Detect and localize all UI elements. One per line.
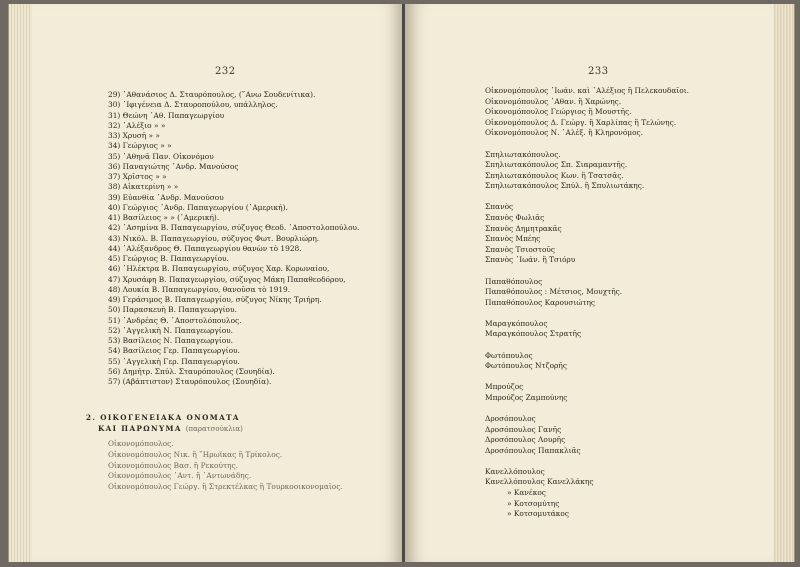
list-item: 39) Εὐανθία ᾿Ανδρ. Μανούσου [108,192,224,202]
list-item: Παπαθόπουλος : Μέτσιος, Μουχτῆς. [485,287,623,297]
list-item: Οἰκονομόπουλος Νικ. ἢ ῞Ηρωϊκας ἢ Τρίκολος. [108,449,283,459]
list-item: 32) ᾿Αλέξιο » » [108,120,166,130]
list-item: 29) ᾿Αθανάσιος Δ. Σταυρόπουλος, (῎Ανω Σουδενίτικα). [108,90,316,99]
list-item: Οἰκονομόπουλος ᾿Ιωάν. καὶ ᾿Αλέξιος ἢ Πελεκουδαῖοι. [485,86,689,95]
list-item: 52) ᾿Αγγελικὴ Ν. Παπαγεωργίου. [108,325,233,335]
list-item: Σπανὸς [485,202,514,212]
section-subtitle: (παρατσούκλια) [185,425,243,433]
list-item: » Κανέκος [507,488,546,497]
list-item: Οἰκονομόπουλος ᾿Αντ. ἢ ᾿Αντωνάδης. [108,471,252,481]
list-item: 34) Γεώργιος » » [108,141,172,151]
list-item: 54) Βασίλειος Γερ. Παπαγεωργίου. [108,346,240,356]
right-page [405,4,773,562]
section-title-line2: ΚΑΙ ΠΑΡΩΝΥΜΑ [98,424,182,433]
list-item: Σπανὸς Τσιοστοῦς [485,244,556,254]
list-item: Φωτόπουλος Ντζορῆς [485,361,567,371]
left-page-edges [8,4,35,562]
list-item: 42) ᾿Ασημίνα Β. Παπαγεωργίου, σύζυγος Θεοδ. ᾿Αποστολοπούλου. [108,223,360,233]
left-page [32,4,404,562]
section-heading [86,413,240,422]
list-item: Μπρούζος Ζαμπούνης [485,392,568,402]
list-item: 49) Γεράσιμος Β. Παπαγεωργίου, σύζυγος Νίκης Τριήρη. [108,295,322,304]
list-item: Οἰκονομόπουλος Ν. ᾿Αλέξ. ἢ Κληρονόμος. [485,128,644,138]
list-item: Οἰκονομόπουλος Δ. Γεώργ. ἢ Χαρλίπας ἢ Τελώνης. [485,117,677,127]
list-item: Σπηλιωτακόπουλος Σπύλ. ἢ Σπυλιωτάκης. [485,181,645,191]
list-item: 46) ᾿Ηλέκτρα Β. Παπαγεωργίου, σύζυγος Χαρ. Κορωναίου, [108,264,330,274]
list-item: Σπηλιωτακόπουλος Κων. ἢ Τσατσᾶς. [485,170,624,180]
list-item: 45) Γεώργιος Β. Παπαγεωργίου. [108,254,229,263]
list-item: » Κοτσομυτάκος [507,509,570,519]
list-item: 50) Παρασκευὴ Β. Παπαγεωργίου. [108,305,237,315]
list-item: Σπηλιωτακόπουλος Σπ. Σιαραμαντῆς. [485,160,628,170]
list-item: Οἰκονομόπουλος Γεώργ. ἢ Στρεκτέλκας ἢ Τουρκοοικονομαῖος. [108,482,343,492]
list-item: 37) Χρῖστος » » [108,172,167,181]
page-number: 233 [588,66,609,77]
list-item: Παπαθόπουλος [485,276,543,286]
list-item: 51) ᾿Ανδρέας Θ. ᾿Αποστολόπουλος. [108,315,242,325]
list-item: Οἰκονομόπουλος Βασ. ἢ Ρεκούτης. [108,460,238,470]
list-item: Οἰκονομόπουλος ᾿Αθαν. ἢ Χαρώνης. [485,96,622,106]
right-page-edges [772,4,795,562]
list-item: Οἰκονομόπουλος Γεώργιος ἢ Μουστῆς. [485,107,632,117]
list-item: Σπανὸς Δημητρακᾶς [485,223,562,233]
list-item: 57) (Αβάπτιστον) Σταυρόπουλος (Σουηδία). [108,377,272,386]
list-item: 33) Χρυσῆ » » [108,131,160,140]
list-item: » Κοτσομύτης [507,498,560,508]
list-item: 40) Γεώργιος ᾿Ανδρ. Παπαγεωργίου (᾿Αμερική). [108,202,288,212]
list-item: 44) ᾿Αλέξανδρος Θ. Παπαγεωργίου θανὼν τὸ 1928. [108,243,302,253]
list-item: Μπρούζος [485,382,524,392]
list-item: Μαραγκόπουλος Στρατῆς [485,329,582,339]
list-item: Οἰκονομόπουλος. [108,439,174,448]
section-heading-line2 [98,424,243,433]
list-item: 35) ᾿Αθηνᾶ Παν. Οἰκονόμου [108,151,214,161]
section-number: 2. [86,413,97,422]
list-item: Κανελλόπουλος [485,466,545,476]
list-item: 47) Χρυσάφη Β. Παπαγεωργίου, σύζυγος Μάκη Παπαθεοδόρου, [108,274,346,284]
list-item: 36) Παναγιώτης ᾿Ανδρ. Μανούσος [108,161,239,171]
list-item: 56) Δημήτρ. Σπύλ. Σταυρόπουλος (Σουηδία). [108,366,275,376]
list-item: Δροσόπουλος Γανῆς [485,424,562,434]
list-item: Μαραγκόπουλος [485,318,548,328]
list-item: Σπανὸς Μπέης [485,234,541,244]
list-item: 31) Θεώνη ᾿Αθ. Παπαγεωργίου [108,110,225,120]
section-title-line1: ΟΙΚΟΓΕΝΕΙΑΚΑ ΟΝΟΜΑΤΑ [100,413,240,422]
list-item: 53) Βασίλειος Ν. Παπαγεωργίου. [108,336,234,345]
list-item: 41) Βασίλειος » » (᾿Αμερική). [108,213,220,222]
list-item: Σπανὸς Φωλιᾶς [485,213,545,222]
list-item: 48) Λουκία Β. Παπαγεωργίου, θανοῦσα τὸ 1919. [108,284,291,294]
list-item: 43) Νικόλ. Β. Παπαγεωργίου, σύζυγος Φωτ. Βουρλιώρη. [108,233,320,243]
list-item: 55) ᾿Αγγελικὴ Γερ. Παπαγεωργίου. [108,356,240,366]
list-item: Δροσόπουλος Παπακλιᾶς [485,445,581,455]
page-number: 232 [215,66,236,77]
list-item: 30) ᾿Ιφιγένεια Δ. Σταυροπούλου, υπάλληλος. [108,100,278,110]
list-item: Φωτόπουλος [485,350,533,360]
list-item: Δροσόπουλος Λουρῆς [485,435,566,445]
list-item: Σπανὸς ᾿Ιωάν. ἢ Τσιόρυ [485,255,576,265]
list-item: 38) Αἰκατερίνη » » [108,182,179,192]
list-item: Κανελλόπουλος Κανελλάκης [485,477,594,487]
list-item: Παπαθόπουλος Καρουσιώτης [485,297,596,307]
list-item: Σπηλιωτακόπουλος. [485,149,561,159]
list-item: Δροσόπουλος [485,413,536,423]
